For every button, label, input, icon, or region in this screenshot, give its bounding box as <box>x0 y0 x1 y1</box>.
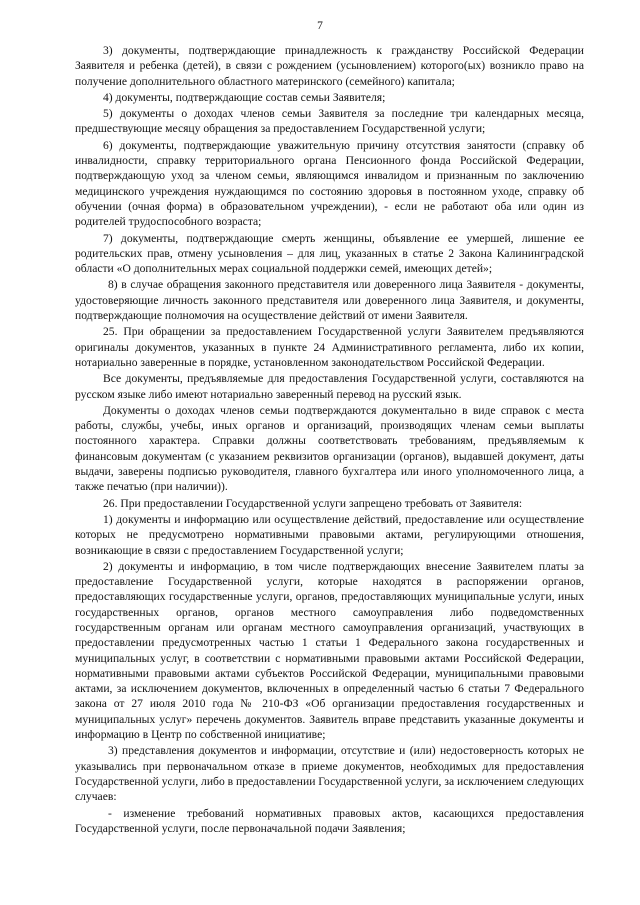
page-number: 7 <box>317 20 323 32</box>
paragraph-item-5: 5) документы о доходах членов семьи Заявителя за последние три календарных месяца, предшествующие месяцу обращения за предоставлением Государственной услуги; <box>75 107 584 136</box>
paragraph-prohibited-3: 3) представления документов и информации, отсутствие и (или) недостоверность которых не указывались при первоначальном отказе в приеме документов, необходимых для предоставления Государственной услуги, либо в предоставлении Государственной услуги, за исключением следующих случаев: <box>75 744 584 804</box>
paragraph-income-documents: Документы о доходах членов семьи подтверждаются документально в виде справок с места работы, службы, учебы, иных органов и организаций, производящих членам семьи выплаты постоянного характера. Справки должны соответствовать требованиям, предъявляемым к финансовым документам (с указанием реквизитов организации (органов), выдавшей документ, даты выдачи, заверены подписью руководителя, главного бухгалтера или иного уполномоченного лица, а также печатью (при наличии)). <box>75 403 584 494</box>
paragraph-item-7: 7) документы, подтверждающие смерть женщины, объявление ее умершей, лишение ее родительских прав, отмену усыновления – для лиц, указанных в статье 2 Закона Калининградской области «О дополнительных мерах социальной поддержки семей, имеющих детей»; <box>75 231 584 276</box>
paragraph-item-6: 6) документы, подтверждающие уважительную причину отсутствия занятости (справку об инвалидности, справку территориального органа Пенсионного фонда Российской Федерации, подтверждающую уход за членом семьи, являющимся инвалидом и признанным по заключению медицинского учреждения нуждающимся по состоянию здоровья в постоянном уходе, справку об обучении (очная форма) в образовательном учреждении), - если не работают оба или один из родителей трудоспособного возраста; <box>75 138 584 229</box>
paragraph-item-3: 3) документы, подтверждающие принадлежность к гражданству Российской Федерации Заявителя и ребенка (детей), в связи с рождением (усыновлением) которого(ых) возникло право на получение дополнительного областного материнского (семейного) капитала; <box>75 44 584 88</box>
paragraph-clause-25: 25. При обращении за предоставлением Государственной услуги Заявителем предъявляются оригиналы документов, указанных в пункте 24 Административного регламента, либо их копии, нотариально заверенные в порядке, установленном законодательством Российской Федерации. <box>75 325 584 369</box>
paragraph-language-requirement: Все документы, предъявляемые для предоставления Государственной услуги, составляются на русском языке либо имеют нотариально заверенный перевод на русский язык. <box>75 372 584 401</box>
paragraph-item-8: 8) в случае обращения законного представителя или доверенного лица Заявителя - документы, удостоверяющие личность законного представителя или доверенного лица Заявителя, и документы, подтверждающие полномочия на осуществление действий от имени Заявителя. <box>75 278 584 323</box>
document-body <box>75 43 584 837</box>
paragraph-item-4: 4) документы, подтверждающие состав семьи Заявителя; <box>103 90 386 104</box>
paragraph-clause-26: 26. При предоставлении Государственной услуги запрещено требовать от Заявителя: <box>103 496 523 510</box>
paragraph-prohibited-1: 1) документы и информацию или осуществление действий, предоставление или осуществление которых не предусмотрено нормативными правовыми актами, регулирующими отношения, возникающие в связи с предоставлением Государственной услуги; <box>75 512 584 557</box>
paragraph-prohibited-2: 2) документы и информацию, в том числе подтверждающих внесение Заявителем платы за предоставление Государственной услуги, которые находятся в распоряжении органов, предоставляющих государственные услуги, органов, предоставляющих муниципальные услуги, иных государственных органов, органов местного самоуправления либо подведомственных государственным органам или органам местного самоуправления организаций, участвующих в предоставлении предусмотренных частью 1 статьи 1 Федерального закона государственных и муниципальных услуг, в соответствии с нормативными правовыми актами Российской Федерации, нормативными правовыми актами субъектов Российской Федерации, муниципальными правовыми актами, за исключением документов, включенных в определенный частью 6 статьи 7 Федерального закона от 27 июля 2010 года № 210-ФЗ «Об организации предоставления государственных и муниципальных услуг» перечень документов. Заявитель вправе представить указанные документы и информацию в Центр по собственной инициативе; <box>75 559 584 742</box>
paragraph-exception-item: - изменение требований нормативных правовых актов, касающихся предоставления Государственной услуги, после первоначальной подачи Заявления; <box>75 806 584 835</box>
